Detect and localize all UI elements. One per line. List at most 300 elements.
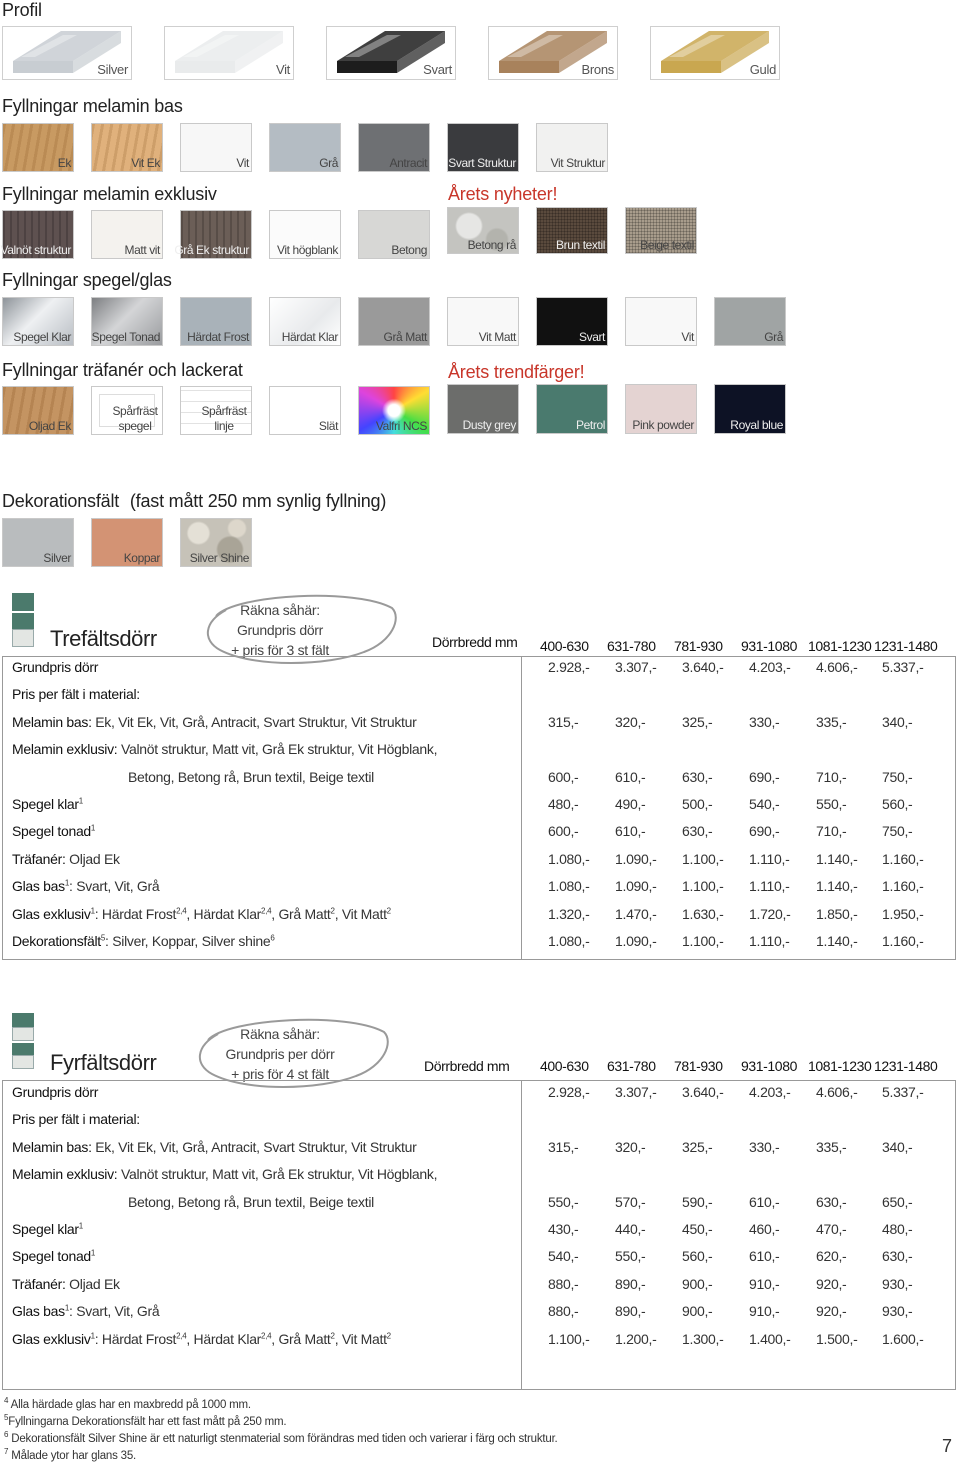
price-row-label xyxy=(12,1221,83,1237)
swatch-label: Vit Ek xyxy=(131,156,160,170)
price-cell: 630,- xyxy=(816,1193,847,1210)
row-materials: , Härdat Klar xyxy=(186,905,262,922)
row-footnote-ref: 2,4 xyxy=(176,905,187,915)
row-footnote-ref: 2 xyxy=(386,1330,391,1340)
swatch-label-line2: spegel xyxy=(118,419,152,433)
price-cell: 1.100,- xyxy=(682,850,724,867)
price-cell: 550,- xyxy=(548,1193,579,1210)
footnote-text: Fyllningarna Dekorationsfält har ett fast mått på 250 mm. xyxy=(8,1415,287,1428)
price-cell: 910,- xyxy=(749,1303,780,1320)
price-cell: 1.850,- xyxy=(816,905,858,922)
price-cell: 450,- xyxy=(682,1221,713,1237)
melamin_exklusiv-swatch-7 xyxy=(625,207,697,254)
price-cell: 1.160,- xyxy=(882,878,924,895)
page-number: 7 xyxy=(941,1436,952,1456)
price-cell: 340,- xyxy=(882,713,913,730)
swatch-label: Brun textil xyxy=(556,238,605,252)
row-heading: Dekorationsfält xyxy=(12,933,101,949)
row-heading: Grundpris dörr xyxy=(12,1084,99,1100)
price-cell: 1.100,- xyxy=(682,878,724,895)
swatch-label: Dusty grey xyxy=(462,418,516,432)
calc-line-1: Räkna såhär: xyxy=(240,602,320,618)
swatch-label: Oljad Ek xyxy=(28,419,71,433)
price-cell: 1.110,- xyxy=(749,850,790,867)
row-heading: Spegel tonad xyxy=(12,1248,91,1265)
melamin_bas-swatch-4 xyxy=(358,123,430,172)
price-cell: 1.720,- xyxy=(749,905,791,922)
swatch-label: Spegel Tonad xyxy=(91,330,160,344)
price-row-label xyxy=(12,906,391,922)
row-heading: Melamin exklusiv: xyxy=(12,1166,118,1183)
profile-swatch-3 xyxy=(488,26,618,80)
price-cell: 570,- xyxy=(615,1193,646,1210)
price-cell: 2.928,- xyxy=(548,659,590,675)
swatch-label: Spegel Klar xyxy=(13,330,71,344)
row-heading: Spegel tonad xyxy=(12,823,91,840)
footnote-number: 4 xyxy=(4,1396,9,1405)
price-cell: 930,- xyxy=(882,1275,913,1292)
trafaner-swatch-3 xyxy=(269,386,341,435)
profil-title: Profil xyxy=(2,0,42,20)
price-row-label xyxy=(12,1139,416,1155)
swatch-label: Ek xyxy=(57,156,71,170)
price-cell: 550,- xyxy=(615,1248,646,1265)
row-footnote-ref: 1 xyxy=(90,905,95,915)
melamin_exklusiv-swatch-5 xyxy=(447,207,519,254)
swatch-label: Matt vit xyxy=(124,243,160,257)
profile-label: Guld xyxy=(749,62,776,77)
row-heading: Träfanér: xyxy=(12,850,66,867)
price-cell: 540,- xyxy=(749,796,780,812)
width-header: 931-1080 xyxy=(741,638,797,654)
footnote-text: Målade ytor har glans 35. xyxy=(8,1449,137,1462)
row-text: Betong, Betong rå, Brun textil, Beige textil xyxy=(128,768,374,785)
row-materials: : Härdat Frost xyxy=(94,1330,177,1347)
row-footnote-ref: 1 xyxy=(90,1330,95,1340)
swatch-label: Betong rå xyxy=(467,238,516,252)
profile-swatch-2 xyxy=(326,26,456,80)
calc-line-2: Grundpris dörr xyxy=(236,622,324,638)
profile-swatch-1 xyxy=(164,26,294,80)
price-row-label xyxy=(12,741,437,757)
spegel_glas-swatch-0 xyxy=(2,297,74,346)
price-cell: 600,- xyxy=(548,823,579,840)
row-footnote-ref: 1 xyxy=(64,878,70,888)
swatch-label-line2: linje xyxy=(214,419,234,433)
row-heading: Träfanér: xyxy=(12,1275,66,1292)
spegel_glas-swatch-5 xyxy=(447,297,519,346)
swatch-label: Svart Struktur xyxy=(448,156,516,170)
swatch-label: Pink powder xyxy=(632,418,694,432)
row-heading: Glas bas xyxy=(12,878,65,895)
row-heading: Glas exklusiv xyxy=(12,1330,91,1347)
price-cell: 1.080,- xyxy=(548,850,590,867)
price-row-label xyxy=(12,1248,95,1264)
trafaner-title: Fyllningar träfanér och lackerat xyxy=(2,360,243,380)
row-heading: Spegel klar xyxy=(12,1221,79,1237)
price-cell: 920,- xyxy=(816,1275,847,1292)
row-footnote-ref: 2 xyxy=(386,905,391,915)
price-cell: 430,- xyxy=(548,1221,579,1237)
row-materials: , Vit Matt xyxy=(334,905,387,922)
row-footnote-ref: 6 xyxy=(270,933,275,943)
row-heading: Pris per fält i material: xyxy=(12,1111,140,1128)
price-cell: 320,- xyxy=(615,713,646,730)
swatch-label: Antracit xyxy=(389,156,427,170)
footnote-number: 5 xyxy=(4,1413,9,1422)
footnote xyxy=(4,1396,251,1411)
melamin_exklusiv-swatch-1 xyxy=(91,210,163,259)
spegel_glas-swatch-7 xyxy=(625,297,697,346)
price-cell: 880,- xyxy=(548,1275,579,1292)
price-cell: 315,- xyxy=(548,713,579,730)
row-footnote-ref: 1 xyxy=(78,1221,83,1231)
dekor-title-text: Dekorationsfält xyxy=(2,491,120,511)
melamin-exklusiv-title: Fyllningar melamin exklusiv xyxy=(2,184,217,204)
price-cell: 590,- xyxy=(682,1193,713,1210)
price-row-label xyxy=(12,1331,391,1347)
price-cell: 1.200,- xyxy=(615,1330,657,1347)
price-cell: 1.400,- xyxy=(749,1330,791,1347)
profile-label: Silver xyxy=(97,62,128,77)
price-cell: 320,- xyxy=(615,1138,646,1155)
swatch-label: Valnöt struktur xyxy=(0,243,71,257)
row-text: Betong, Betong rå, Brun textil, Beige textil xyxy=(128,1193,374,1210)
row-footnote-ref: 2,4 xyxy=(176,1330,187,1340)
swatch-label: Vit Matt xyxy=(478,330,516,344)
price-cell: 500,- xyxy=(682,796,713,812)
price-cell: 610,- xyxy=(749,1248,780,1265)
footnote xyxy=(4,1447,136,1462)
swatch-label: Härdat Klar xyxy=(281,330,338,344)
swatch-label-line1: Spårfräst xyxy=(112,404,158,418)
price-row-label xyxy=(12,933,275,949)
row-footnote-ref: 2,4 xyxy=(261,905,272,915)
price-cell: 330,- xyxy=(749,1138,780,1155)
trafaner-swatch-0 xyxy=(2,386,74,435)
price-cell: 690,- xyxy=(749,768,780,785)
row-footnote-ref: 1 xyxy=(90,823,96,833)
price-cell: 650,- xyxy=(882,1193,913,1210)
price-cell: 490,- xyxy=(615,796,646,812)
profile-swatch-0 xyxy=(2,26,132,80)
price-cell: 1.080,- xyxy=(548,933,590,949)
footnote xyxy=(4,1430,558,1445)
price-row-label xyxy=(12,1166,437,1182)
melamin_exklusiv-swatch-3 xyxy=(269,210,341,259)
trafaner-swatch-1 xyxy=(91,386,163,435)
price-cell: 1.100,- xyxy=(682,933,724,949)
dekor-swatch-2 xyxy=(180,518,252,567)
price-cell: 750,- xyxy=(882,823,913,840)
price-cell: 460,- xyxy=(749,1221,780,1237)
spegel_glas-swatch-4 xyxy=(358,297,430,346)
swatch-label: Grå xyxy=(319,156,338,170)
swatch-label: Vit xyxy=(236,156,249,170)
price-cell: 3.640,- xyxy=(682,659,724,675)
trafaner-swatch-6 xyxy=(536,384,608,434)
price-row-label xyxy=(12,659,98,675)
row-heading: Melamin bas: xyxy=(12,713,92,730)
price-row-label xyxy=(12,796,83,812)
fyrfalt-width-label: Dörrbredd mm xyxy=(424,1058,510,1074)
swatch-label: Härdat Frost xyxy=(187,330,249,344)
price-cell: 1.470,- xyxy=(615,905,657,922)
dekor-subtitle: (fast mått 250 mm synlig fyllning) xyxy=(129,491,387,511)
price-cell: 930,- xyxy=(882,1303,913,1320)
footnote-number: 6 xyxy=(4,1430,9,1439)
calc-line-3: + pris för 3 st fält xyxy=(231,642,329,658)
price-cell: 610,- xyxy=(615,768,646,785)
swatch-label: Vit Struktur xyxy=(550,156,605,170)
row-footnote-ref: 2 xyxy=(330,1330,335,1340)
row-heading: Grundpris dörr xyxy=(12,659,99,675)
price-row-label xyxy=(12,714,416,730)
dekor-swatch-1 xyxy=(91,518,163,567)
melamin_exklusiv-swatch-4 xyxy=(358,210,430,259)
swatch-label-line1: Spårfräst xyxy=(201,404,247,418)
price-cell: 610,- xyxy=(615,823,646,840)
price-cell: 910,- xyxy=(749,1275,780,1292)
price-cell: 620,- xyxy=(816,1248,847,1265)
row-materials: Oljad Ek xyxy=(65,850,120,867)
price-cell: 1.100,- xyxy=(548,1330,590,1347)
trafaner-swatch-4 xyxy=(358,386,430,435)
row-materials: Ek, Vit Ek, Vit, Grå, Antracit, Svart Struktur, Vit Struktur xyxy=(91,713,417,730)
price-cell: 315,- xyxy=(548,1138,579,1155)
trafaner-swatch-5 xyxy=(447,384,519,434)
swatch-label: Grå Matt xyxy=(383,330,427,344)
price-cell: 335,- xyxy=(816,1138,847,1155)
price-cell: 325,- xyxy=(682,713,713,730)
price-cell: 690,- xyxy=(749,823,780,840)
row-materials: , Grå Matt xyxy=(271,905,331,922)
row-heading: Pris per fält i material: xyxy=(12,686,140,703)
price-cell: 1.160,- xyxy=(882,850,924,867)
row-footnote-ref: 5 xyxy=(100,933,106,943)
calc-line-3: + pris för 4 st fält xyxy=(231,1066,329,1082)
price-cell: 540,- xyxy=(548,1248,579,1265)
price-cell: 1.140,- xyxy=(816,878,858,895)
price-cell: 4.606,- xyxy=(816,1084,858,1100)
swatch-label: Silver Shine xyxy=(189,551,249,565)
row-materials: Valnöt struktur, Matt vit, Grå Ek struktur, Vit Högblank, xyxy=(117,1166,438,1183)
price-cell: 1.080,- xyxy=(548,878,590,895)
price-cell: 550,- xyxy=(816,796,847,812)
row-materials: , Vit Matt xyxy=(334,1330,387,1347)
price-cell: 1.140,- xyxy=(816,933,858,949)
row-materials: : Svart, Vit, Grå xyxy=(69,878,160,895)
width-header: 400-630 xyxy=(540,1058,589,1074)
price-cell: 880,- xyxy=(548,1303,579,1320)
news-label: Årets nyheter! xyxy=(448,184,558,204)
price-cell: 1.090,- xyxy=(615,878,657,895)
price-cell: 630,- xyxy=(682,768,713,785)
width-header: 631-780 xyxy=(607,1058,656,1074)
fyrfalt-calc-note xyxy=(210,1024,350,1084)
price-cell: 470,- xyxy=(816,1221,847,1237)
width-header: 631-780 xyxy=(607,638,656,654)
price-cell: 480,- xyxy=(548,796,579,812)
price-cell: 710,- xyxy=(816,768,847,785)
price-row-label xyxy=(128,1194,374,1210)
row-heading: Melamin exklusiv: xyxy=(12,741,118,758)
row-footnote-ref: 1 xyxy=(64,1303,70,1313)
row-footnote-ref: 2,4 xyxy=(261,1330,272,1340)
price-cell: 1.090,- xyxy=(615,850,657,867)
price-cell: 1.110,- xyxy=(749,933,790,949)
melamin_exklusiv-swatch-6 xyxy=(536,207,608,254)
price-cell: 5.337,- xyxy=(882,1084,924,1100)
price-cell: 4.606,- xyxy=(816,659,858,675)
price-cell: 600,- xyxy=(548,768,579,785)
melamin_bas-swatch-3 xyxy=(269,123,341,172)
footnote-number: 7 xyxy=(4,1447,9,1456)
price-cell: 1.600,- xyxy=(882,1330,924,1347)
fyrfalt-title: Fyrfältsdörr xyxy=(50,1050,157,1075)
price-cell: 1.140,- xyxy=(816,850,858,867)
row-materials: : Härdat Frost xyxy=(94,905,177,922)
price-row-label xyxy=(12,686,140,702)
swatch-label: Valfri NCS xyxy=(375,419,427,433)
row-materials: : Silver, Koppar, Silver shine xyxy=(105,933,271,949)
melamin_bas-swatch-1 xyxy=(91,123,163,172)
row-materials: Ek, Vit Ek, Vit, Grå, Antracit, Svart Struktur, Vit Struktur xyxy=(91,1138,417,1155)
price-cell: 1.500,- xyxy=(816,1330,858,1347)
melamin_bas-swatch-6 xyxy=(536,123,608,172)
price-cell: 3.307,- xyxy=(615,659,657,675)
spegel_glas-swatch-3 xyxy=(269,297,341,346)
row-materials: : Svart, Vit, Grå xyxy=(69,1303,160,1320)
width-header: 1081-1230 xyxy=(808,1058,872,1074)
price-row-label xyxy=(12,851,120,867)
profile-label: Svart xyxy=(423,62,452,77)
width-header: 1081-1230 xyxy=(808,638,872,654)
price-row-label xyxy=(12,823,95,839)
spegel_glas-swatch-1 xyxy=(91,297,163,346)
swatch-label: Vit högblank xyxy=(276,243,338,257)
footnote xyxy=(4,1413,286,1428)
row-heading: Glas bas xyxy=(12,1303,65,1320)
row-footnote-ref: 1 xyxy=(78,796,83,806)
price-cell: 1.090,- xyxy=(615,933,657,949)
price-row-label xyxy=(12,1303,159,1319)
spegel_glas-swatch-6 xyxy=(536,297,608,346)
price-cell: 5.337,- xyxy=(882,659,924,675)
footnote-text: Dekorationsfält Silver Shine är ett naturligt stenmaterial som förändras med tiden och varierar i färg och struktur. xyxy=(8,1432,558,1445)
price-cell: 4.203,- xyxy=(749,659,791,675)
calc-line-2: Grundpris per dörr xyxy=(225,1046,335,1062)
swatch-label: Petrol xyxy=(576,418,605,432)
trefalt-title: Trefältsdörr xyxy=(50,626,157,651)
melamin_exklusiv-swatch-2 xyxy=(174,210,252,259)
price-cell: 750,- xyxy=(882,768,913,785)
price-cell: 480,- xyxy=(882,1221,913,1237)
spegel-glas-title: Fyllningar spegel/glas xyxy=(2,270,172,290)
profile-label: Brons xyxy=(581,62,614,77)
melamin_exklusiv-swatch-0 xyxy=(2,210,74,259)
price-cell: 1.160,- xyxy=(882,933,924,949)
swatch-label: Svart xyxy=(578,330,605,344)
price-cell: 630,- xyxy=(682,823,713,840)
price-cell: 560,- xyxy=(882,796,913,812)
swatch-label: Grå Ek struktur xyxy=(174,243,249,257)
width-header: 1231-1480 xyxy=(874,638,938,654)
price-cell: 1.950,- xyxy=(882,905,924,922)
price-row-label xyxy=(128,769,374,785)
row-materials: , Grå Matt xyxy=(271,1330,331,1347)
width-header: 1231-1480 xyxy=(874,1058,938,1074)
price-cell: 610,- xyxy=(749,1193,780,1210)
trefalt-calc-note xyxy=(210,600,350,660)
dekor-swatch-0 xyxy=(2,518,74,567)
price-cell: 710,- xyxy=(816,823,847,840)
price-cell: 3.640,- xyxy=(682,1084,724,1100)
trafaner-swatch-2 xyxy=(180,386,252,435)
row-footnote-ref: 1 xyxy=(90,1248,96,1258)
swatch-label: Vit xyxy=(681,330,694,344)
spegel_glas-swatch-8 xyxy=(714,297,786,346)
price-row-label xyxy=(12,1084,98,1100)
price-cell: 900,- xyxy=(682,1275,713,1292)
price-cell: 630,- xyxy=(882,1248,913,1265)
melamin_bas-swatch-0 xyxy=(2,123,74,172)
calc-line-1: Räkna såhär: xyxy=(240,1026,320,1042)
price-row-label xyxy=(12,878,159,894)
width-header: 400-630 xyxy=(540,638,589,654)
row-heading: Melamin bas: xyxy=(12,1138,92,1155)
row-materials: , Härdat Klar xyxy=(186,1330,262,1347)
profile-swatch-4 xyxy=(650,26,780,80)
price-row-label xyxy=(12,1276,120,1292)
price-cell: 560,- xyxy=(682,1248,713,1265)
price-cell: 1.320,- xyxy=(548,905,590,922)
profile-label: Vit xyxy=(275,62,290,77)
swatch-label: Grå xyxy=(764,330,783,344)
swatch-label: Betong xyxy=(391,243,427,257)
melamin_bas-swatch-2 xyxy=(180,123,252,172)
row-materials: Oljad Ek xyxy=(65,1275,120,1292)
row-footnote-ref: 2 xyxy=(330,905,335,915)
width-header: 781-930 xyxy=(674,1058,723,1074)
swatch-label: Royal blue xyxy=(730,418,783,432)
row-heading: Spegel klar xyxy=(12,796,79,812)
price-cell: 440,- xyxy=(615,1221,646,1237)
price-cell: 330,- xyxy=(749,713,780,730)
price-cell: 1.300,- xyxy=(682,1330,724,1347)
price-cell: 1.630,- xyxy=(682,905,724,922)
width-header: 931-1080 xyxy=(741,1058,797,1074)
price-cell: 4.203,- xyxy=(749,1084,791,1100)
spegel_glas-swatch-2 xyxy=(180,297,252,346)
trefalt-width-label: Dörrbredd mm xyxy=(432,634,518,650)
trafaner-swatch-7 xyxy=(625,384,697,434)
trafaner-swatch-8 xyxy=(714,384,786,434)
trend-label: Årets trendfärger! xyxy=(448,362,585,382)
price-cell: 890,- xyxy=(615,1275,646,1292)
price-cell: 340,- xyxy=(882,1138,913,1155)
four-panel-door-icon xyxy=(12,1013,34,1069)
row-heading: Glas exklusiv xyxy=(12,905,91,922)
price-cell: 325,- xyxy=(682,1138,713,1155)
price-cell: 2.928,- xyxy=(548,1084,590,1100)
melamin-bas-title: Fyllningar melamin bas xyxy=(2,96,183,116)
swatch-label: Beige textil xyxy=(640,238,694,252)
price-cell: 920,- xyxy=(816,1303,847,1320)
three-panel-door-icon xyxy=(12,593,34,647)
price-cell: 335,- xyxy=(816,713,847,730)
swatch-label: Koppar xyxy=(123,551,160,565)
